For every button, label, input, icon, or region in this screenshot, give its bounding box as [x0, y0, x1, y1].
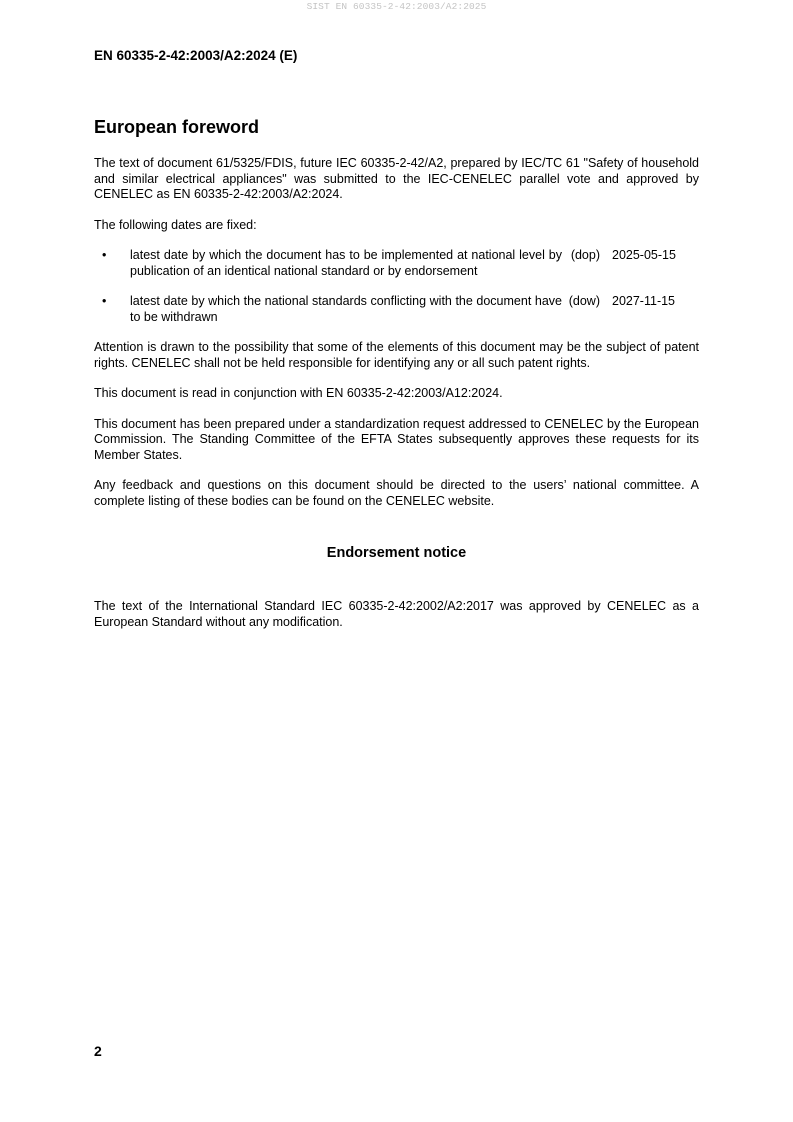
date-description: latest date by which the document has to be implemented at national level by publication of an identical national standard or by endorsement — [130, 248, 562, 278]
date-code: (dow) — [568, 294, 600, 308]
endorsement-text: The text of the International Standard IEC 60335-2-42:2002/A2:2017 was approved by CENELEC as a European Standard without any modification. — [94, 599, 699, 629]
date-value: 2025-05-15 — [612, 248, 676, 262]
page-content — [94, 116, 699, 645]
patent-notice: Attention is drawn to the possibility that some of the elements of this document may be the subject of patent rights. CENELEC shall not be held responsible for identifying any or all such patent rights. — [94, 340, 699, 370]
document-id-header: EN 60335-2-42:2003/A2:2024 (E) — [94, 48, 298, 63]
dates-intro: The following dates are fixed: — [94, 217, 257, 232]
bullet-icon: • — [102, 294, 107, 308]
conjunction-statement: This document is read in conjunction with EN 60335-2-42:2003/A12:2024. — [94, 386, 503, 400]
date-row-dop — [94, 248, 699, 279]
dates-list — [94, 248, 699, 325]
feedback-statement: Any feedback and questions on this document should be directed to the users’ national committee. A complete listing of these bodies can be found on the CENELEC website. — [94, 478, 699, 508]
foreword-title: European foreword — [94, 117, 260, 137]
date-description: latest date by which the national standards conflicting with the document have to be withdrawn — [130, 294, 562, 324]
bullet-icon: • — [102, 248, 107, 262]
page-number: 2 — [94, 1043, 102, 1059]
watermark: SIST EN 60335-2-42:2003/A2:2025 — [306, 1, 487, 12]
foreword-intro: The text of document 61/5325/FDIS, future IEC 60335-2-42/A2, prepared by IEC/TC 61 "Safety of household and similar electrical appliances" was submitted to the IEC-CENELEC parallel vote and approved by CENELEC as EN 60335-2-42:2003/A2:2024. — [94, 156, 699, 201]
standardization-request: This document has been prepared under a standardization request addressed to CENELEC by the European Commission. The Standing Committee of the EFTA States subsequently approves these requests for its Member States. — [94, 416, 699, 462]
date-row-dow — [94, 294, 699, 325]
date-value: 2027-11-15 — [612, 294, 676, 308]
date-code: (dop) — [570, 248, 600, 262]
endorsement-title: Endorsement notice — [326, 545, 467, 561]
